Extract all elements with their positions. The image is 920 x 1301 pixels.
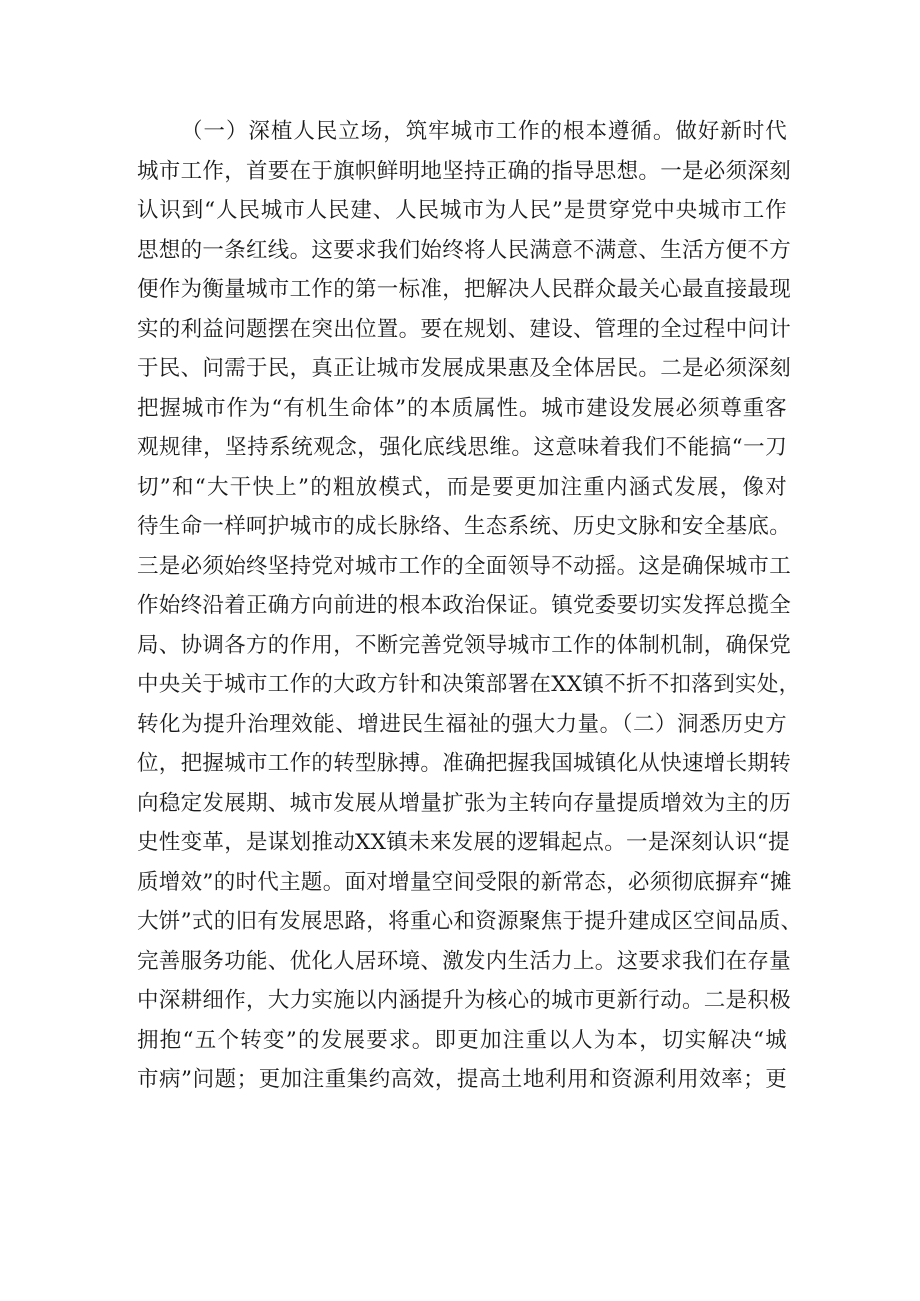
text-line: 拥抱“五个转变”的发展要求。即更加注重以人为本，切实解决“城 — [137, 1027, 787, 1053]
text-line: 于民、问需于民，真正让城市发展成果惠及全体居民。二是必须深刻 — [137, 356, 792, 381]
text-line: 认识到“人民城市人民建、人民城市为人民”是贯穿党中央城市工作 — [137, 198, 787, 223]
text-line: 大饼”式的旧有发展思路，将重心和资源聚焦于提升建成区空间品质、 — [137, 909, 803, 934]
text-line: 向稳定发展期、城市发展从增量扩张为主转向存量提质增效为主的历 — [137, 790, 792, 816]
text-line: 作始终沿着正确方向前进的根本政治保证。镇党委要切实发挥总揽全 — [137, 593, 792, 618]
text-line: 市病”问题；更加注重集约高效，提高土地利用和资源利用效率；更 — [137, 1067, 787, 1092]
text-line: 思想的一条红线。这要求我们始终将人民满意不满意、生活方便不方 — [137, 237, 792, 263]
text-line: 完善服务功能、优化人居环境、激发内生活力上。这要求我们在存量 — [137, 948, 792, 974]
text-line: 质增效”的时代主题。面对增量空间受限的新常态，必须彻底摒弃“摊 — [137, 869, 792, 895]
text-line: 中深耕细作，大力实施以内涵提升为核心的城市更新行动。二是积极 — [137, 988, 792, 1013]
text-line: 局、协调各方的作用，不断完善党领导城市工作的体制机制，确保党 — [137, 632, 792, 658]
text-line: 转化为提升治理效能、增进民生福祉的强大力量。（二）洞悉历史方 — [137, 711, 787, 737]
text-line: 实的利益问题摆在突出位置。要在规划、建设、管理的全过程中问计 — [137, 316, 792, 342]
body-paragraph — [137, 112, 803, 1100]
text-line: 史性变革，是谋划推动XX镇未来发展的逻辑起点。一是深刻认识“提 — [137, 830, 790, 855]
text-line: 待生命一样呵护城市的成长脉络、生态系统、历史文脉和安全基底。 — [137, 514, 792, 539]
text-line: 观规律，坚持系统观念，强化底线思维。这意味着我们不能搞“一刀 — [137, 435, 787, 460]
text-line: （一）深植人民立场，筑牢城市工作的根本遵循。做好新时代 — [181, 119, 787, 144]
text-line: 城市工作，首要在于旗帜鲜明地坚持正确的指导思想。一是必须深刻 — [137, 158, 792, 184]
text-line: 三是必须始终坚持党对城市工作的全面领导不动摇。这是确保城市工 — [137, 553, 792, 579]
text-line: 便作为衡量城市工作的第一标准，把解决人民群众最关心最直接最现 — [137, 277, 792, 302]
text-line: 把握城市作为“有机生命体”的本质属性。城市建设发展必须尊重客 — [137, 395, 787, 421]
text-line: 切”和“大干快上”的粗放模式，而是要更加注重内涵式发展，像对 — [137, 474, 787, 500]
text-line: 位，把握城市工作的转型脉搏。准确把握我国城镇化从快速增长期转 — [137, 751, 792, 776]
text-line: 中央关于城市工作的大政方针和决策部署在XX镇不折不扣落到实处， — [137, 672, 801, 697]
